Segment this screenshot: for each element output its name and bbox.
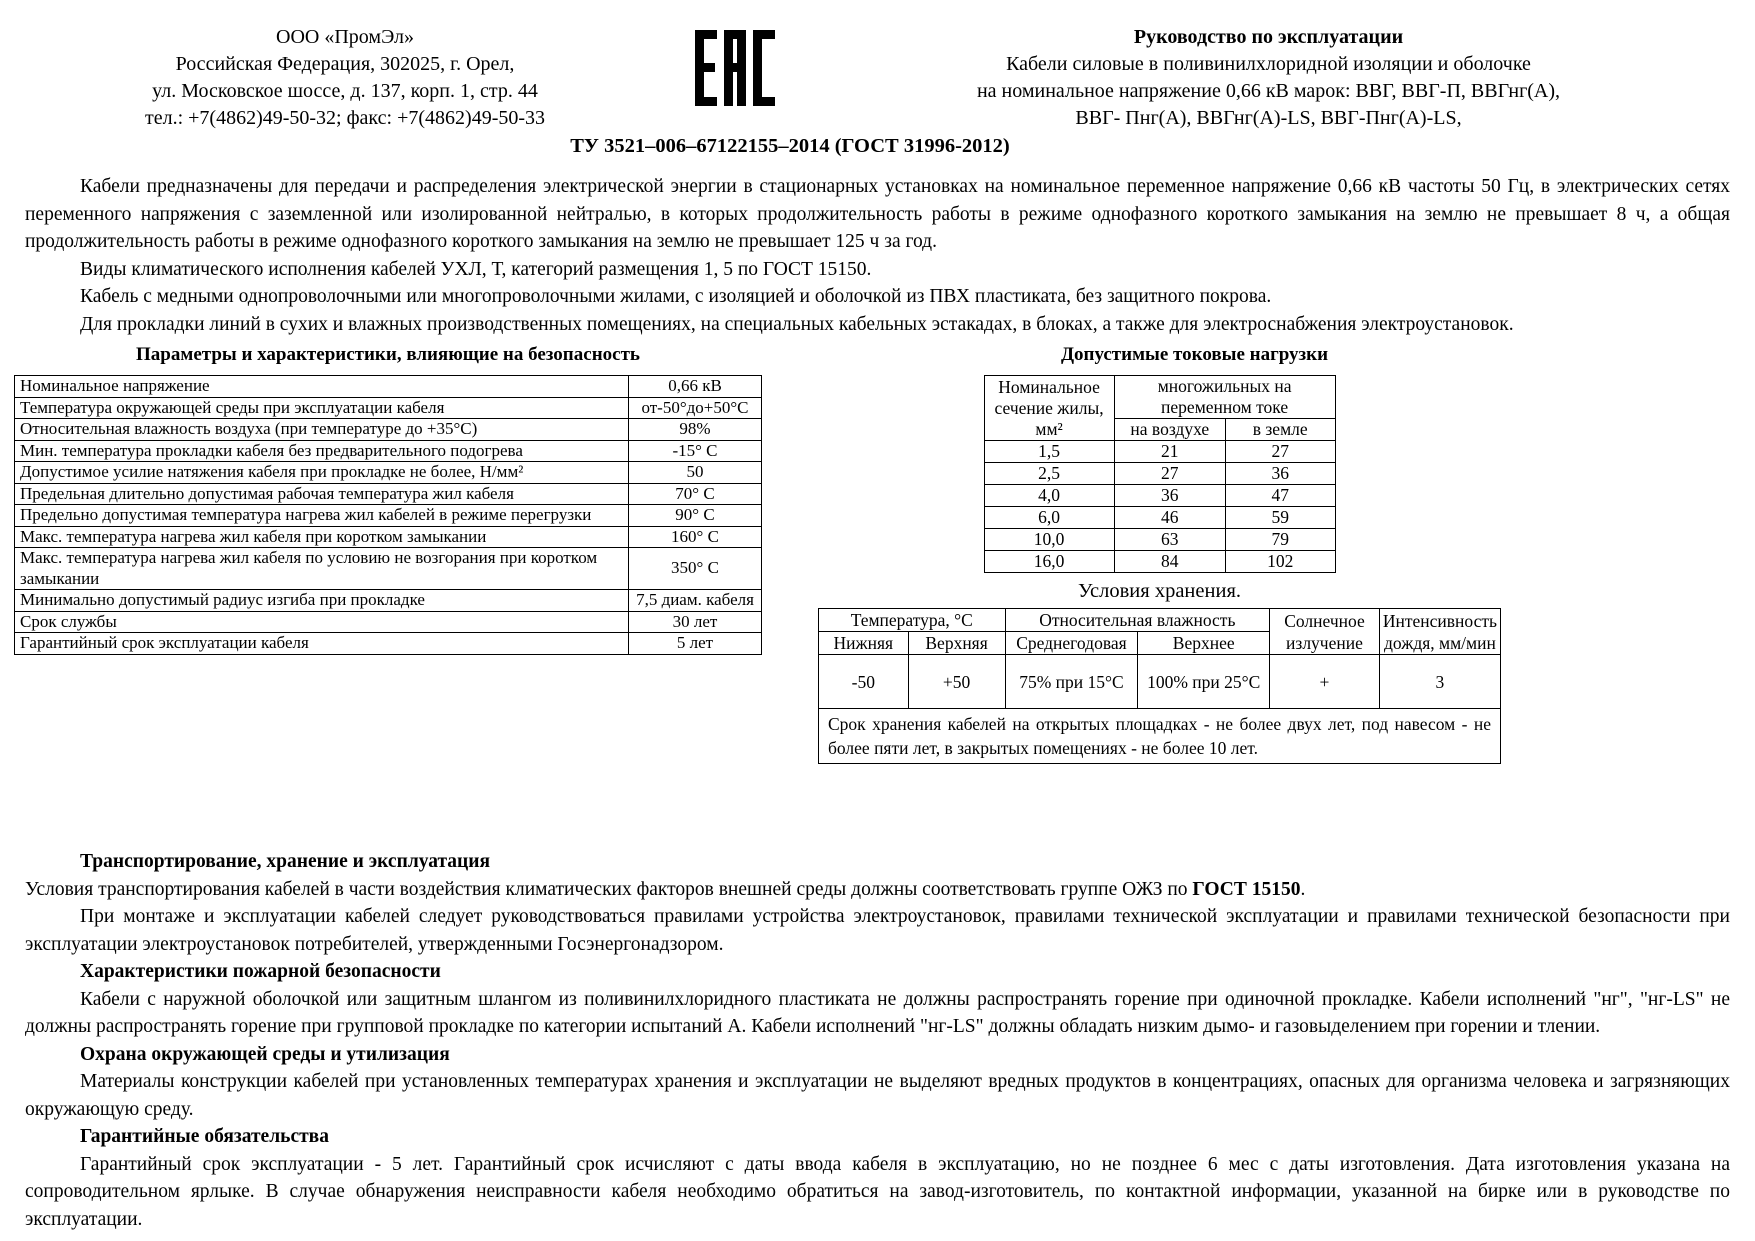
loads-cell: 1,5: [984, 441, 1114, 463]
loads-cell: 59: [1225, 507, 1335, 529]
loads-cell: 27: [1114, 463, 1225, 485]
param-value-cell: от-50°до+50°С: [629, 397, 762, 419]
storage-table-body: [819, 609, 1501, 764]
section-heading: Гарантийные обязательства: [80, 1126, 329, 1147]
loads-cell: 47: [1225, 485, 1335, 507]
table-row: [819, 655, 1501, 709]
loads-cell: 84: [1114, 551, 1225, 573]
storage-table: [818, 608, 1501, 764]
loads-table: [984, 375, 1336, 573]
storage-header: Относительная влажность: [1005, 609, 1270, 632]
table-row: [15, 548, 762, 590]
param-label-cell: Мин. температура прокладки кабеля без предварительного подогрева: [15, 440, 629, 462]
header: [0, 0, 1755, 132]
table-row: [15, 440, 762, 462]
params-column: [14, 342, 762, 655]
table-row: [15, 505, 762, 527]
section-paragraph: [25, 986, 1730, 1041]
table-row: [15, 462, 762, 484]
param-value-cell: 7,5 диам. кабеля: [629, 590, 762, 612]
storage-header: Солнечное излучение: [1270, 609, 1380, 655]
section-paragraph: [25, 1151, 1730, 1234]
loads-column: [762, 342, 1741, 764]
param-value-cell: 90° С: [629, 505, 762, 527]
doc-title: Руководство по эксплуатации: [1133, 26, 1404, 48]
table-row: [984, 485, 1335, 507]
table-row: [15, 611, 762, 633]
storage-subheader: Верхнее: [1138, 632, 1270, 655]
table-row: [819, 709, 1501, 764]
loads-subheader: в земле: [1225, 419, 1335, 441]
loads-table-body: [984, 376, 1335, 573]
params-table-body: [15, 376, 762, 655]
param-label-cell: Макс. температура нагрева жил кабеля по условию не возгорания при коротком замыкании: [15, 548, 629, 590]
loads-cell: 6,0: [984, 507, 1114, 529]
storage-value-cell: 100% при 25°С: [1138, 655, 1270, 709]
param-label-cell: Номинальное напряжение: [15, 376, 629, 398]
loads-cell: 21: [1114, 441, 1225, 463]
loads-cell: 27: [1225, 441, 1335, 463]
param-value-cell: 160° С: [629, 526, 762, 548]
intro-block: [25, 173, 1730, 338]
storage-subheader: Среднегодовая: [1005, 632, 1138, 655]
doc-subtitle-line: ВВГ- Пнг(А), ВВГнг(А)-LS, ВВГ-Пнг(А)-LS,: [1075, 107, 1462, 129]
loads-cell: 36: [1114, 485, 1225, 507]
text-segment: Кабели с наружной оболочкой или защитным шлангом из поливинилхлоридного пластиката не должны распространять горение при одиночной прокладке. Кабели исполнений "нг", "нг-LS" не должны распространять горение при групповой прокладке по категории испытаний А. Кабели исполнений "нг-LS" должны обладать низким дымо- и газовыделением при горении и тлении.: [25, 988, 1730, 1037]
doc-subtitle-line: Кабели силовые в поливинилхлоридной изоляции и оболочке: [1006, 53, 1531, 75]
param-label-cell: Предельная длительно допустимая рабочая температура жил кабеля: [15, 483, 629, 505]
param-value-cell: 0,66 кВ: [629, 376, 762, 398]
loads-cell: 102: [1225, 551, 1335, 573]
param-value-cell: -15° С: [629, 440, 762, 462]
loads-cell: 16,0: [984, 551, 1114, 573]
param-label-cell: Относительная влажность воздуха (при температуре до +35°С): [15, 419, 629, 441]
text-segment: .: [1300, 878, 1306, 900]
param-label-cell: Предельно допустимая температура нагрева жил кабелей в режиме перегрузки: [15, 505, 629, 527]
loads-group-header: многожильных на переменном токе: [1114, 376, 1335, 419]
eac-mark-icon: [660, 24, 810, 132]
table-row: [15, 419, 762, 441]
param-label-cell: Минимально допустимый радиус изгиба при прокладке: [15, 590, 629, 612]
param-value-cell: 350° С: [629, 548, 762, 590]
intro-paragraph: Для прокладки линий в сухих и влажных производственных помещениях, на специальных кабельных эстакадах, в блоках, а также для электроснабжения электроустановок.: [80, 313, 1514, 335]
table-row: [15, 397, 762, 419]
tu-line: ТУ 3521–006–67122155–2014 (ГОСТ 31996-2012): [570, 135, 1010, 157]
param-value-cell: 98%: [629, 419, 762, 441]
storage-value-cell: +: [1270, 655, 1380, 709]
table-row: [984, 376, 1335, 419]
table-row: [15, 526, 762, 548]
loads-cell: 79: [1225, 529, 1335, 551]
param-label-cell: Температура окружающей среды при эксплуатации кабеля: [15, 397, 629, 419]
doc-subtitle-line: на номинальное напряжение 0,66 кВ марок: ВВГ, ВВГ-П, ВВГнг(А),: [976, 80, 1561, 102]
storage-subheader: Нижняя: [819, 632, 909, 655]
table-row: [984, 551, 1335, 573]
text-segment: ГОСТ 15150: [1192, 878, 1301, 900]
section-paragraph: [25, 903, 1730, 958]
section-paragraph: [25, 876, 1730, 904]
param-value-cell: 5 лет: [629, 633, 762, 655]
param-label-cell: Срок службы: [15, 611, 629, 633]
loads-cell: 63: [1114, 529, 1225, 551]
text-segment: При монтаже и эксплуатации кабелей следует руководствоваться правилами устройства электроустановок, правилами технической эксплуатации и правилами технической безопасности при эксплуатации электроустановок потребителей, утвержденными Госэнергонадзором.: [25, 906, 1730, 955]
tables-area: [14, 342, 1741, 764]
text-sections: [25, 848, 1730, 1233]
table-row: [984, 529, 1335, 551]
table-row: [984, 441, 1335, 463]
loads-cell: 4,0: [984, 485, 1114, 507]
storage-value-cell: +50: [908, 655, 1005, 709]
section-heading: Транспортирование, хранение и эксплуатация: [80, 851, 491, 872]
section-heading: Характеристики пожарной безопасности: [80, 961, 441, 982]
intro-paragraph: Виды климатического исполнения кабелей УХЛ, Т, категорий размещения 1, 5 по ГОСТ 15150.: [80, 258, 872, 280]
intro-paragraph: Кабели предназначены для передачи и распределения электрической энергии в стационарных установках на номинальное переменное напряжение 0,66 кВ частоты 50 Гц, в электрических сетях переменного напряжения с заземленной или изолированной нейтралью, в которых продолжительность работы в режиме однофазного короткого замыкания на землю не превышает 8 ч, а общая продолжительность работы в режиме однофазного короткого замыкания на землю не превышает 125 ч за год.: [25, 176, 1730, 252]
table-row: [15, 483, 762, 505]
storage-value-cell: 75% при 15°С: [1005, 655, 1138, 709]
storage-header: Температура, °С: [819, 609, 1006, 632]
text-segment: Гарантийный срок эксплуатации - 5 лет. Гарантийный срок исчисляют с даты ввода кабеля в эксплуатацию, но не позднее 6 мес с даты изготовления. Дата изготовления указана на сопроводительном ярлыке. В случае обнаружения неисправности кабеля необходимо обратиться на завод-изготовитель, по контактной информации, указанной на бирке или в руководстве по эксплуатации.: [25, 1153, 1730, 1230]
section-heading: Охрана окружающей среды и утилизация: [80, 1043, 450, 1065]
text-segment: Условия транспортирования кабелей в части воздействия климатических факторов внешней среды должны соответствовать группе ОЖЗ по: [25, 878, 1193, 900]
loads-section-title: Допустимые токовые нагрузки: [1060, 344, 1329, 365]
storage-title: Условия хранения.: [1078, 580, 1241, 602]
doc-info-block: [810, 24, 1755, 132]
param-label-cell: Гарантийный срок эксплуатации кабеля: [15, 633, 629, 655]
intro-paragraph: Кабель с медными однопроволочными или многопроволочными жилами, с изоляцией и оболочкой из ПВХ пластиката, без защитного покрова.: [80, 286, 1272, 307]
storage-note: Срок хранения кабелей на открытых площадках - не более двух лет, под навесом - не более пяти лет, в закрытых помещениях - не более 10 лет.: [819, 709, 1501, 764]
table-row: [15, 590, 762, 612]
company-line: ООО «ПромЭл»: [276, 26, 414, 48]
storage-value-cell: -50: [819, 655, 909, 709]
text-segment: Материалы конструкции кабелей при установленных температурах хранения и эксплуатации не выделяют вредных продуктов в концентрациях, опасных для организма человека и загрязняющих окружающую среду.: [25, 1071, 1730, 1120]
table-row: [15, 633, 762, 655]
table-row: [984, 507, 1335, 529]
storage-header: Интенсивность дождя, мм/мин: [1379, 609, 1500, 655]
param-value-cell: 30 лет: [629, 611, 762, 633]
param-value-cell: 70° С: [629, 483, 762, 505]
param-value-cell: 50: [629, 462, 762, 484]
params-table: [14, 375, 762, 655]
params-section-title: Параметры и характеристики, влияющие на безопасность: [136, 344, 640, 365]
company-block: [0, 24, 660, 132]
storage-value-cell: 3: [1379, 655, 1500, 709]
loads-cell: 36: [1225, 463, 1335, 485]
table-row: [819, 609, 1501, 632]
storage-subheader: Верхняя: [908, 632, 1005, 655]
loads-cell: 10,0: [984, 529, 1114, 551]
section-paragraph: [25, 1068, 1730, 1123]
table-row: [984, 463, 1335, 485]
loads-col-header: Номинальное сечение жилы, мм²: [984, 376, 1114, 441]
param-label-cell: Допустимое усилие натяжения кабеля при прокладке не более, Н/мм²: [15, 462, 629, 484]
company-line: тел.: +7(4862)49-50-32; факс: +7(4862)49-50-33: [144, 107, 546, 129]
loads-cell: 46: [1114, 507, 1225, 529]
company-line: ул. Московское шоссе, д. 137, корп. 1, стр. 44: [152, 80, 538, 102]
param-label-cell: Макс. температура нагрева жил кабеля при коротком замыкании: [15, 526, 629, 548]
loads-subheader: на воздухе: [1114, 419, 1225, 441]
table-row: [15, 376, 762, 398]
loads-cell: 2,5: [984, 463, 1114, 485]
company-line: Российская Федерация, 302025, г. Орел,: [175, 53, 515, 75]
